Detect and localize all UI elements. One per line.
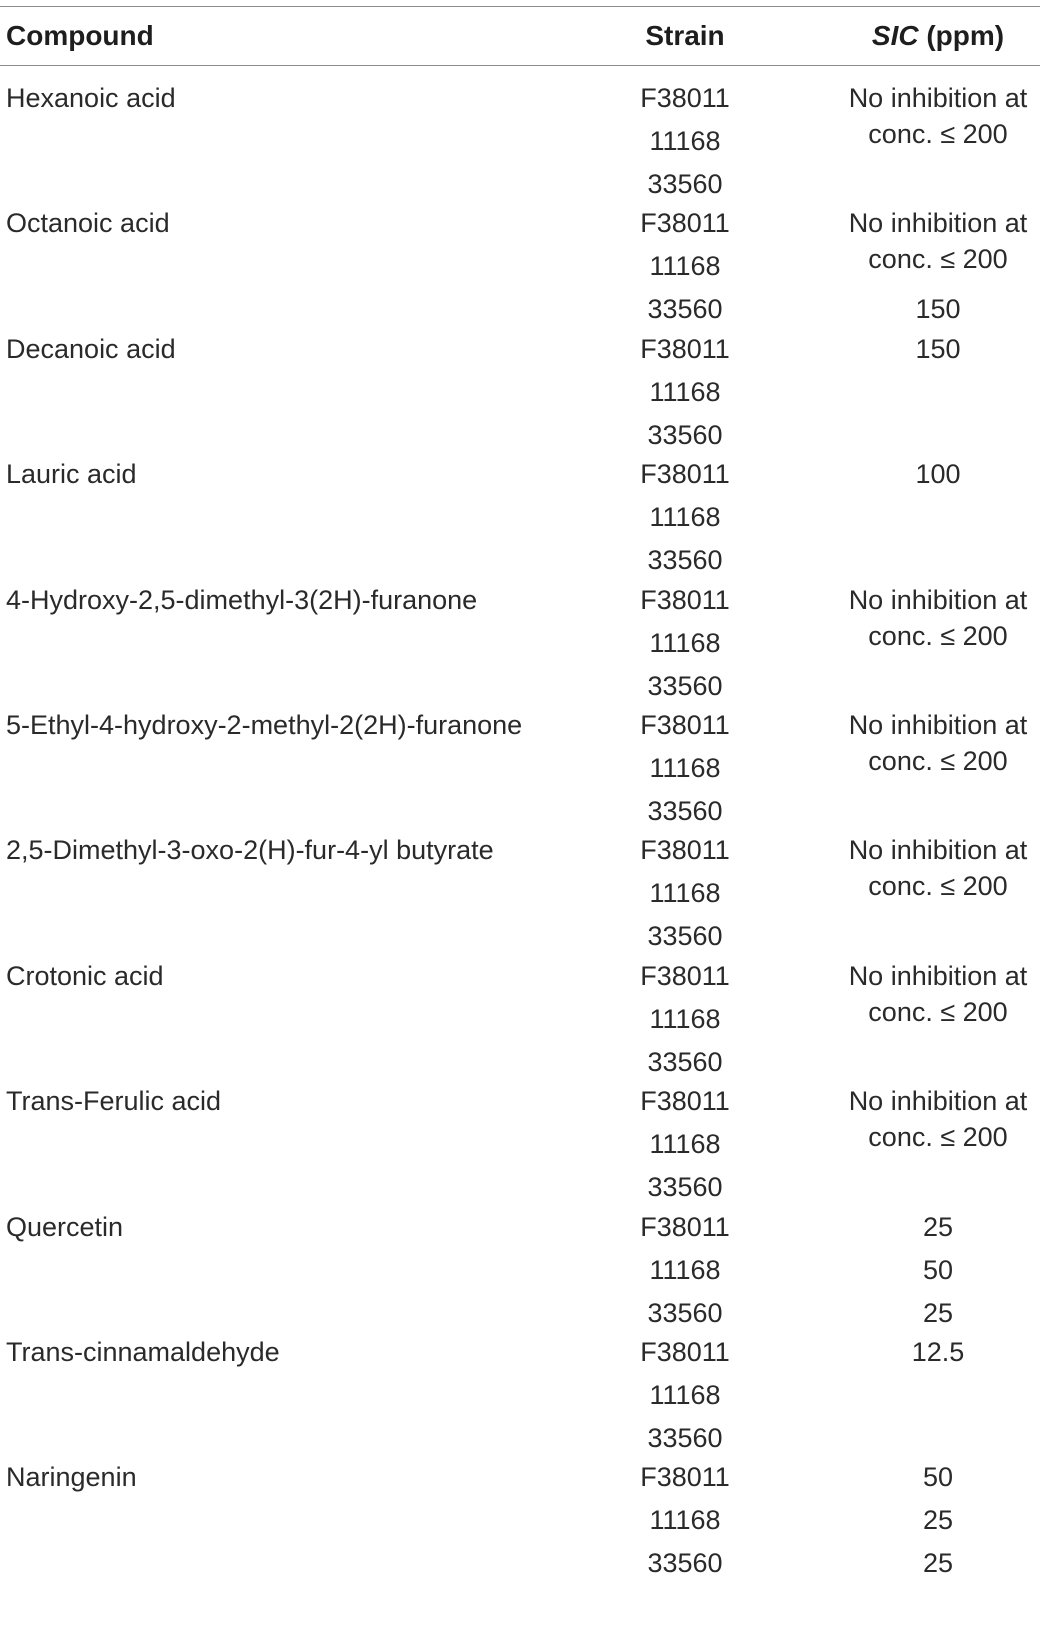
table-row <box>0 323 1040 454</box>
sic-note-line1: No inhibition at <box>848 584 1028 615</box>
compound-cell: 5-Ethyl-4-hydroxy-2-methyl-2(2H)-furanone <box>6 710 523 740</box>
compound-cell: Lauric acid <box>6 459 137 490</box>
strain-cell: 33560 <box>647 1297 723 1328</box>
strain-cell: 11168 <box>649 251 721 282</box>
sic-note-cell <box>842 80 1034 152</box>
compound-cell: Trans-Ferulic acid <box>6 1086 222 1117</box>
strain-cell: F38011 <box>640 584 730 615</box>
table-row <box>0 72 1040 203</box>
table-row <box>0 197 1040 328</box>
compound-cell: Hexanoic acid <box>6 83 176 113</box>
sic-value-cell: 12.5 <box>911 1337 965 1367</box>
strain-cell: F38011 <box>640 835 730 866</box>
sic-note-cell <box>842 1083 1034 1155</box>
header-sic-unit: (ppm) <box>918 20 1005 51</box>
sic-note-line2: conc. ≤ 200 <box>868 996 1008 1027</box>
strain-cell: 33560 <box>647 169 723 199</box>
compound-cell: Naringenin <box>6 1462 137 1493</box>
strain-cell: 11168 <box>649 1254 721 1285</box>
sic-note-line1: No inhibition at <box>848 710 1028 740</box>
table-row <box>0 950 1040 1081</box>
compound-cell: 4-Hydroxy-2,5-dimethyl-3(2H)-furanone <box>6 584 478 615</box>
sic-note-line2: conc. ≤ 200 <box>868 244 1008 275</box>
compound-cell: 2,5-Dimethyl-3-oxo-2(H)-fur-4-yl butyrate <box>6 835 494 866</box>
compound-cell: Quercetin <box>6 1211 124 1242</box>
sic-value-cell: 25 <box>922 1211 954 1242</box>
strain-cell: 11168 <box>649 1129 721 1160</box>
sic-note-line1: No inhibition at <box>848 835 1028 866</box>
compound-cell: Crotonic acid <box>6 960 164 991</box>
strain-cell: 11168 <box>649 1505 721 1536</box>
sic-note-line1: No inhibition at <box>848 208 1028 239</box>
strain-cell: F38011 <box>640 1086 730 1117</box>
sic-value-cell: 25 <box>922 1548 954 1579</box>
sic-note-line1: No inhibition at <box>848 1086 1028 1117</box>
strain-cell: 33560 <box>647 1423 723 1453</box>
sic-note-line2: conc. ≤ 200 <box>868 871 1008 902</box>
compound-cell: Decanoic acid <box>6 333 176 364</box>
sic-value-cell: 50 <box>922 1462 954 1493</box>
strain-cell: 33560 <box>647 796 723 826</box>
strain-cell: 33560 <box>647 1046 723 1077</box>
sic-value-cell: 150 <box>915 294 961 325</box>
strain-cell: F38011 <box>640 710 730 740</box>
strain-cell: 33560 <box>647 670 723 701</box>
strain-cell: 33560 <box>647 545 723 576</box>
sic-value-cell: 100 <box>915 459 961 490</box>
sic-value-cell: 150 <box>915 333 961 364</box>
sic-note-line1: No inhibition at <box>848 83 1028 113</box>
sic-note-line2: conc. ≤ 200 <box>868 746 1008 776</box>
strain-cell: 11168 <box>649 1380 721 1410</box>
table-row <box>0 1075 1040 1206</box>
table-row <box>0 824 1040 955</box>
header-sic <box>852 0 1024 70</box>
strain-cell: F38011 <box>640 1211 730 1242</box>
sic-value-cell: 50 <box>922 1254 954 1285</box>
sic-note-line1: No inhibition at <box>848 960 1028 991</box>
table-row <box>0 699 1040 830</box>
header-compound: Compound <box>6 20 154 51</box>
sic-note-cell <box>842 958 1034 1030</box>
strain-cell: 11168 <box>649 627 721 658</box>
strain-cell: 33560 <box>647 1172 723 1203</box>
sic-note-cell <box>842 707 1034 779</box>
strain-cell: 11168 <box>649 376 721 407</box>
sic-note-cell <box>842 582 1034 654</box>
strain-cell: 11168 <box>649 502 721 533</box>
table-row <box>0 1201 1040 1332</box>
strain-cell: 11168 <box>649 1003 721 1034</box>
strain-cell: F38011 <box>640 83 730 113</box>
table-header-rule <box>0 65 1040 66</box>
sic-note-line2: conc. ≤ 200 <box>868 1122 1008 1153</box>
sic-value-cell: 25 <box>922 1297 954 1328</box>
strain-cell: F38011 <box>640 1337 730 1367</box>
table-row <box>0 1451 1040 1582</box>
strain-cell: F38011 <box>640 960 730 991</box>
strain-cell: 11168 <box>649 753 721 783</box>
strain-cell: 33560 <box>647 921 723 952</box>
table-row <box>0 1326 1040 1457</box>
strain-cell: 11168 <box>649 126 721 156</box>
strain-cell: F38011 <box>640 459 730 490</box>
strain-cell: 33560 <box>647 419 723 450</box>
table-row <box>0 574 1040 705</box>
strain-cell: F38011 <box>640 208 730 239</box>
header-sic-abbrev: SIC <box>871 20 919 51</box>
strain-cell: 11168 <box>649 878 721 909</box>
sic-note-line2: conc. ≤ 200 <box>868 119 1008 149</box>
strain-cell: 33560 <box>647 1548 723 1579</box>
sic-note-line2: conc. ≤ 200 <box>868 620 1008 651</box>
sic-note-cell <box>842 832 1034 904</box>
compound-cell: Trans-cinnamaldehyde <box>6 1337 280 1367</box>
sic-value-cell: 25 <box>922 1505 954 1536</box>
strain-cell: F38011 <box>640 1462 730 1493</box>
compound-cell: Octanoic acid <box>6 208 170 239</box>
header-strain: Strain <box>645 20 725 51</box>
table-row <box>0 448 1040 579</box>
strain-cell: 33560 <box>647 294 723 325</box>
sic-note-cell <box>842 205 1034 277</box>
strain-cell: F38011 <box>640 333 730 364</box>
